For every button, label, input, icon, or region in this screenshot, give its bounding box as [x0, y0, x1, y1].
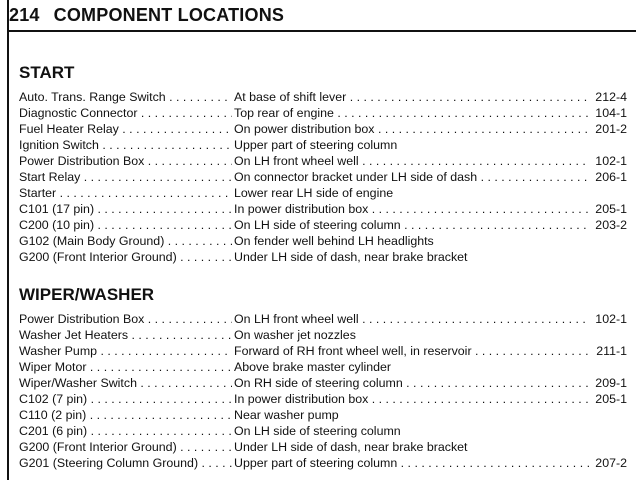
header-rule — [7, 30, 636, 32]
component-name: G201 (Steering Column Ground) . . . — [19, 455, 232, 471]
component-name: Auto. Trans. Range Switch . . . — [19, 89, 232, 105]
component-location: Lower rear LH side of engine — [234, 186, 394, 200]
page-reference: 206-1 — [595, 170, 627, 184]
page-reference: 201-2 — [595, 122, 627, 136]
component-location: On connector bracket under LH side of dash . . . — [234, 169, 589, 185]
component-name: G200 (Front Interior Ground) . . . — [19, 249, 232, 265]
section-title-wiper-washer: WIPER/WASHER — [19, 285, 155, 304]
component-name: C102 (7 pin) . . . — [19, 391, 232, 407]
component-row — [19, 121, 629, 137]
component-row — [19, 327, 629, 343]
page-reference: 104-1 — [595, 106, 627, 120]
component-row — [19, 153, 629, 169]
component-name: Wiper/Washer Switch . . . — [19, 375, 232, 391]
component-name: C110 (2 pin) . . . — [19, 407, 232, 423]
component-location: Above brake master cylinder — [234, 360, 392, 374]
component-row — [19, 185, 629, 201]
component-name: Diagnostic Connector . . . — [19, 105, 232, 121]
component-row — [19, 343, 629, 359]
component-name: Starter . . . — [19, 185, 232, 201]
component-location: On LH front wheel well . . . — [234, 311, 589, 327]
component-row — [19, 391, 629, 407]
component-location: Under LH side of dash, near brake bracket — [234, 440, 468, 454]
component-row — [19, 201, 629, 217]
component-row — [19, 311, 629, 327]
component-location: On fender well behind LH headlights — [234, 234, 434, 248]
component-location: On power distribution box . . . — [234, 121, 589, 137]
component-location: Under LH side of dash, near brake bracket — [234, 250, 468, 264]
page-reference: 205-1 — [595, 392, 627, 406]
component-row — [19, 407, 629, 423]
component-location: Forward of RH front wheel well, in reservoir . . . — [234, 343, 589, 359]
component-location: On washer jet nozzles — [234, 328, 356, 342]
component-name: Washer Jet Heaters . . . — [19, 327, 232, 343]
page-reference: 212-4 — [595, 90, 627, 104]
component-location: Near washer pump — [234, 408, 339, 422]
page-reference: 102-1 — [595, 312, 627, 326]
component-row — [19, 375, 629, 391]
component-row — [19, 169, 629, 185]
page-number: 214 — [9, 4, 40, 25]
component-name: Power Distribution Box . . . — [19, 153, 232, 169]
component-row — [19, 233, 629, 249]
wiper-washer-component-list — [19, 311, 629, 471]
component-row — [19, 105, 629, 121]
component-location: In power distribution box . . . — [234, 391, 589, 407]
component-location: On RH side of steering column . . . — [234, 375, 589, 391]
component-row — [19, 217, 629, 233]
component-location: On LH side of steering column — [234, 424, 401, 438]
component-name: G200 (Front Interior Ground) . . . — [19, 439, 232, 455]
page-header — [9, 1, 284, 29]
page-reference: 207-2 — [595, 456, 627, 470]
component-location: Upper part of steering column . . . — [234, 455, 589, 471]
page-reference: 211-1 — [596, 344, 627, 358]
component-row — [19, 439, 629, 455]
left-border-rule — [7, 0, 9, 480]
component-name: C201 (6 pin) . . . — [19, 423, 232, 439]
component-name: C101 (17 pin) . . . — [19, 201, 232, 217]
section-title-start: START — [19, 63, 75, 82]
page-reference: 203-2 — [595, 218, 627, 232]
page-reference: 102-1 — [595, 154, 627, 168]
component-location: In power distribution box . . . — [234, 201, 589, 217]
component-name: Ignition Switch . . . — [19, 137, 232, 153]
component-name: Start Relay . . . — [19, 169, 232, 185]
component-location: At base of shift lever . . . — [234, 89, 589, 105]
component-name: Power Distribution Box . . . — [19, 311, 232, 327]
component-row — [19, 455, 629, 471]
page-title: COMPONENT LOCATIONS — [53, 4, 285, 25]
component-row — [19, 137, 629, 153]
page-reference: 205-1 — [595, 202, 627, 216]
component-name: Washer Pump . . . — [19, 343, 232, 359]
component-row — [19, 89, 629, 105]
component-row — [19, 249, 629, 265]
page-reference: 209-1 — [595, 376, 627, 390]
component-name: Fuel Heater Relay . . . — [19, 121, 232, 137]
component-location: Upper part of steering column — [234, 138, 398, 152]
component-name: C200 (10 pin) . . . — [19, 217, 232, 233]
component-location: Top rear of engine . . . — [234, 105, 589, 121]
component-name: Wiper Motor . . . — [19, 359, 232, 375]
component-location: On LH front wheel well . . . — [234, 153, 589, 169]
start-component-list — [19, 89, 629, 265]
component-location: On LH side of steering column . . . — [234, 217, 589, 233]
component-row — [19, 359, 629, 375]
component-row — [19, 423, 629, 439]
component-name: G102 (Main Body Ground) . . . — [19, 233, 232, 249]
